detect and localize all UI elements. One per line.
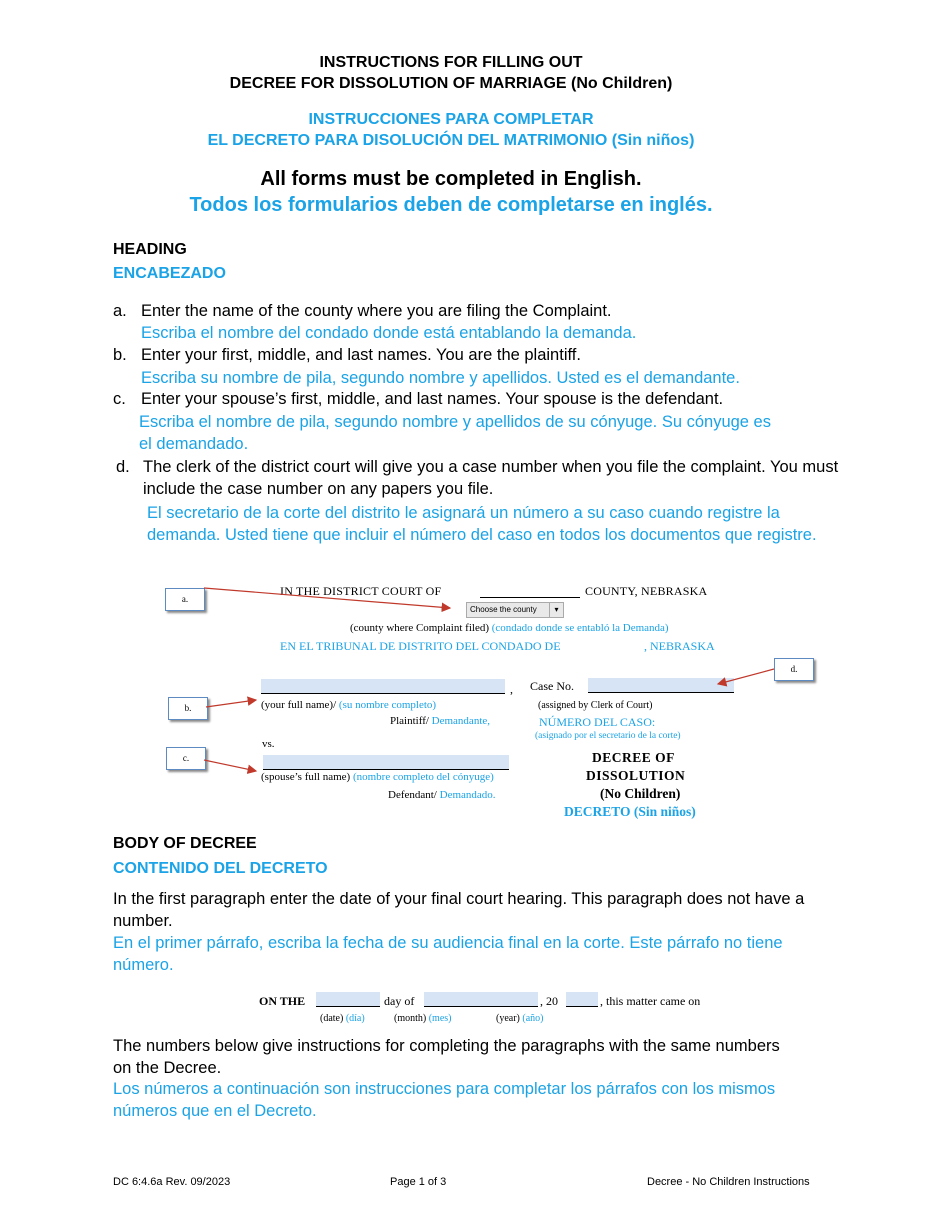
item-text-es: Escriba el nombre de pila, segundo nombre y apellidos de su cónyuge. Su cónyuge es el demandado. — [139, 413, 771, 453]
item-text-es: Escriba el nombre del condado donde está entablando la demanda. — [141, 324, 637, 342]
title-en-line1: INSTRUCTIONS FOR FILLING OUT — [319, 54, 583, 71]
decree-title-es: DECRETO (Sin niños) — [564, 804, 696, 819]
decree-title-3: (No Children) — [600, 786, 681, 801]
item-letter: a. — [113, 302, 127, 320]
year-prefix: , 20 — [540, 994, 558, 1008]
hearing-year-field[interactable] — [566, 992, 598, 1007]
month-hint-es: (mes) — [428, 1013, 452, 1024]
item-letter: c. — [113, 390, 126, 408]
heading-section-title-es: ENCABEZADO — [113, 265, 226, 282]
chevron-down-icon: ▾ — [549, 603, 563, 617]
item-letter: d. — [116, 458, 130, 476]
comma: , — [510, 682, 513, 696]
vs-label: vs. — [262, 738, 275, 750]
date-line-tail: , this matter came on — [600, 994, 701, 1008]
case-no-label: Case No. — [530, 679, 574, 693]
arrow-a — [204, 588, 450, 608]
month-hint — [394, 1013, 452, 1024]
arrow-d — [718, 669, 774, 684]
footer-form-id: DC 6:4.6a Rev. 09/2023 — [113, 1176, 231, 1188]
date-hint — [320, 1013, 365, 1024]
callout-b: b. — [168, 697, 208, 720]
item-text-es: El secretario de la corte del distrito le asignará un número a su caso cuando registre la demanda. Usted tiene que incluir el número del caso en todos los documentos que registre. — [147, 504, 817, 544]
case-hint-en: (assigned by Clerk of Court) — [538, 700, 653, 711]
year-hint-en: (year) — [496, 1013, 520, 1024]
plaintiff-label-en: Plaintiff/ — [390, 715, 429, 727]
item-text-en: Enter your spouse’s first, middle, and last names. Your spouse is the defendant. — [141, 390, 724, 408]
callout-c: c. — [166, 747, 206, 770]
callout-a: a. — [165, 588, 205, 611]
body-section-title-es: CONTENIDO DEL DECRETO — [113, 860, 328, 877]
hearing-month-field[interactable] — [424, 992, 538, 1007]
item-text-es: Escriba su nombre de pila, segundo nombre y apellidos. Usted es el demandante. — [141, 369, 740, 387]
item-letter: b. — [113, 346, 127, 364]
defendant-label-es: Demandado. — [439, 789, 496, 801]
case-no-es: NÚMERO DEL CASO: — [539, 715, 656, 729]
court-line: IN THE DISTRICT COURT OF — [280, 584, 442, 598]
title-en-line2: DECREE FOR DISSOLUTION OF MARRIAGE (No Children) — [229, 75, 673, 92]
body-para2-es: Los números a continuación son instrucciones para completar los párrafos con los mismos números que en el Decreto. — [113, 1080, 776, 1120]
defendant-label-en: Defendant/ — [388, 789, 437, 801]
arrow-b — [206, 700, 256, 707]
date-line-sample — [0, 985, 950, 1030]
county-dropdown-label: Choose the county — [470, 605, 537, 614]
body-para1-es: En el primer párrafo, escriba la fecha de su audiencia final en la corte. Este párrafo no tiene número. — [113, 934, 783, 974]
year-hint — [496, 1013, 543, 1024]
body-para2-en: The numbers below give instructions for completing the paragraphs with the same numbers on the Decree. — [113, 1037, 780, 1077]
on-the-label: ON THE — [259, 994, 306, 1008]
english-note-es: Todos los formularios deben de completarse en inglés. — [189, 194, 713, 216]
spouse-hint-en: (spouse’s full name) — [261, 771, 351, 783]
footer-doc-title: Decree - No Children Instructions — [647, 1176, 810, 1188]
callout-d: d. — [774, 658, 814, 681]
day-of-label: day of — [384, 994, 415, 1008]
heading-section-title: HEADING — [113, 241, 187, 258]
item-text-en: Enter the name of the county where you are filing the Complaint. — [141, 302, 612, 320]
year-hint-es: (año) — [522, 1013, 544, 1024]
plaintiff-hint-es: (su nombre completo) — [338, 699, 437, 711]
arrow-c — [204, 760, 256, 771]
title-es-line1: INSTRUCCIONES PARA COMPLETAR — [308, 111, 594, 128]
spouse-hint-es: (nombre completo del cónyuge) — [352, 771, 494, 783]
date-hint-en: (date) — [320, 1013, 344, 1024]
court-line-es-a: EN EL TRIBUNAL DE DISTRITO DEL CONDADO DE — [280, 639, 561, 653]
date-hint-es: (día) — [345, 1013, 365, 1024]
county-hint-en: (county where Complaint filed) — [350, 622, 489, 634]
month-hint-en: (month) — [394, 1013, 427, 1024]
item-text-en: Enter your first, middle, and last names. You are the plaintiff. — [141, 346, 581, 364]
title-es-line2: EL DECRETO PARA DISOLUCIÓN DEL MATRIMONIO (Sin niños) — [207, 132, 695, 149]
county-hint-es: (condado donde se entabló la Demanda) — [491, 622, 669, 634]
court-line-es-b: , NEBRASKA — [644, 639, 715, 653]
english-note: All forms must be completed in English. — [260, 168, 642, 190]
plaintiff-hint-en: (your full name)/ — [261, 699, 337, 711]
item-text-en: The clerk of the district court will give you a case number when you file the complaint. You must include the case number on any papers you file. — [143, 458, 839, 498]
hearing-day-field[interactable] — [316, 992, 380, 1007]
body-para1-en: In the first paragraph enter the date of your final court hearing. This paragraph does not have a number. — [113, 890, 805, 930]
decree-title-2: DISSOLUTION — [586, 768, 686, 783]
body-section-title: BODY OF DECREE — [113, 835, 257, 852]
footer-page-number: Page 1 of 3 — [390, 1176, 447, 1188]
county-line: COUNTY, NEBRASKA — [585, 584, 708, 598]
plaintiff-label-es: Demandante, — [431, 715, 491, 727]
case-hint-es: (asignado por el secretario de la corte) — [535, 731, 681, 741]
decree-title-1: DECREE OF — [592, 750, 675, 765]
